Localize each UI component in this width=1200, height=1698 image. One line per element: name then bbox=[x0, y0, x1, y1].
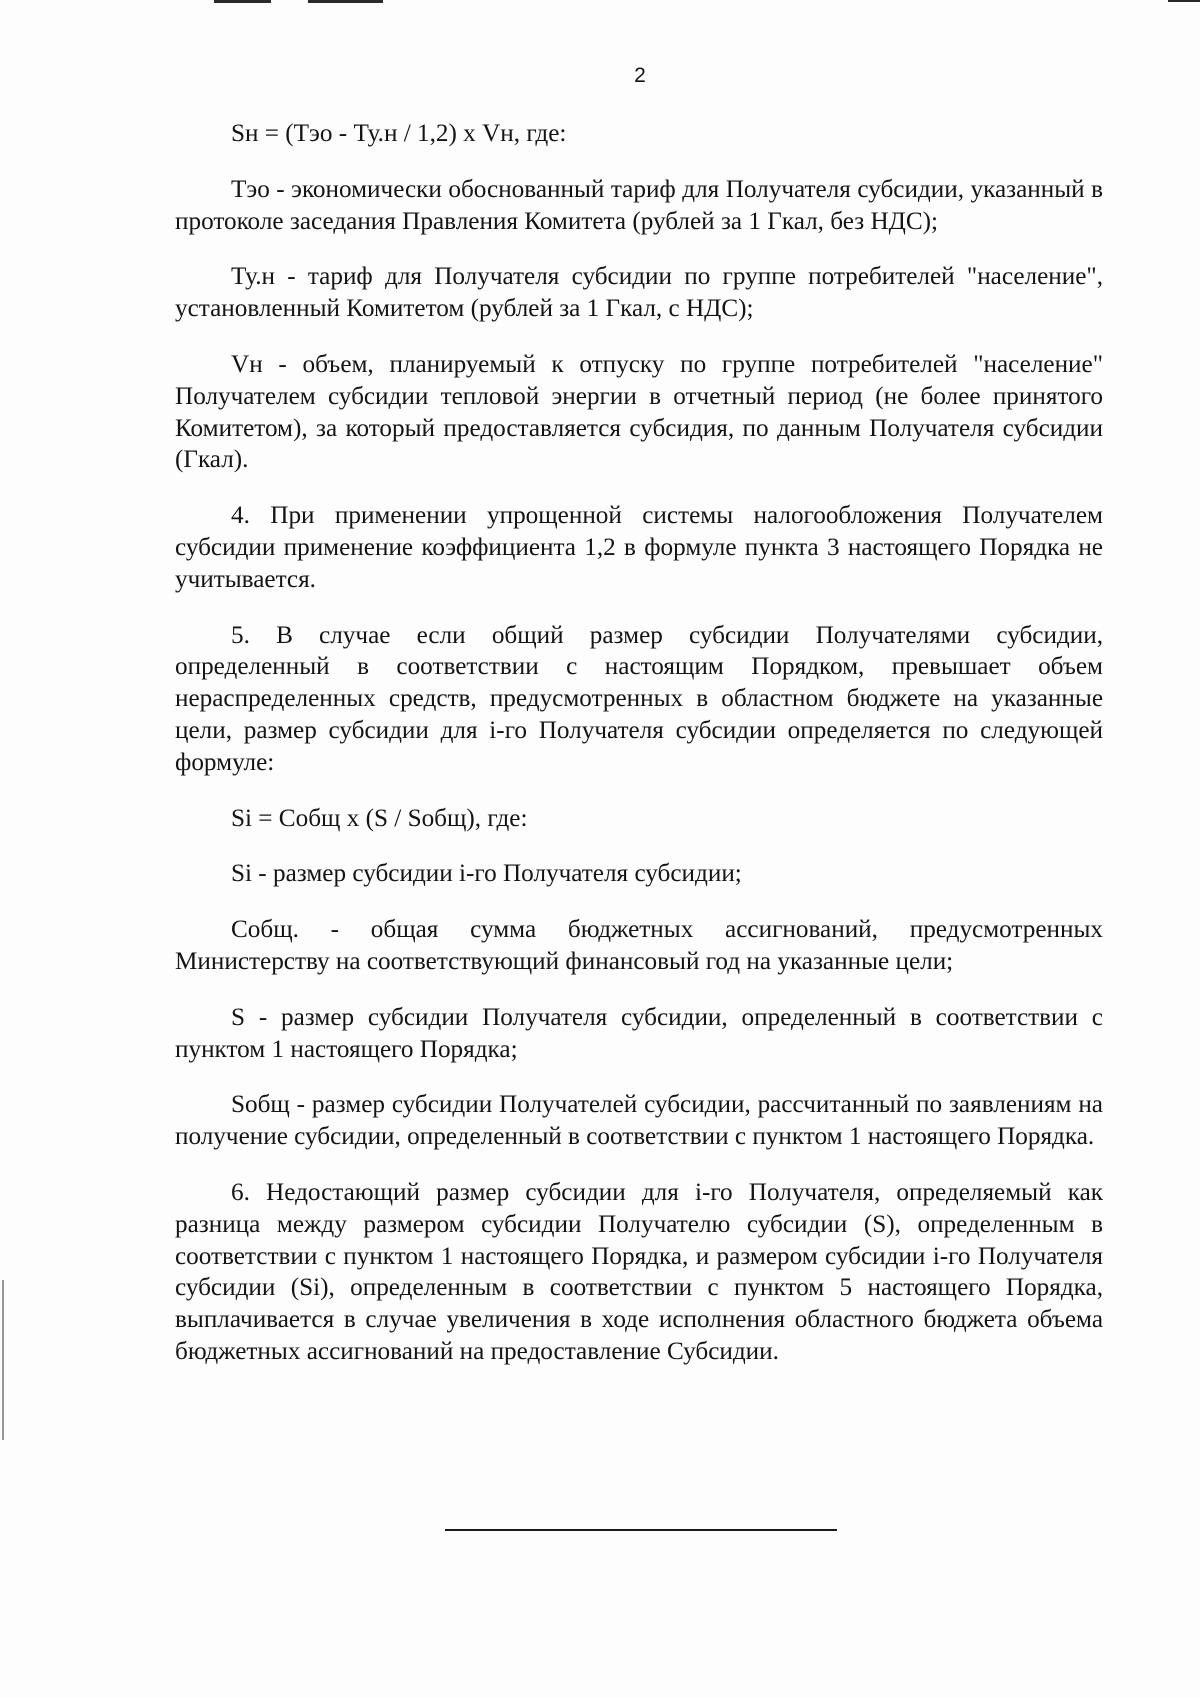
clause-6: 6. Недостающий размер субсидии для i-го Получателя, определяемый как разница между размером субсидии Получателю субсидии (S), определенным в соответствии с пунктом 1 настоящего Порядка, и размером субсидии i-го Получателя субсидии (Si), определенным в соответствии с пунктом 5 настоящего Порядка, выплачивается в случае увеличения в ходе исполнения областного бюджета объема бюджетных ассигнований на предоставление Субсидии. bbox=[175, 1178, 1103, 1365]
binding-edge-mark bbox=[2, 1280, 4, 1440]
definition-tun: Ту.н - тариф для Получателя субсидии по группе потребителей "население", установленный Комитетом (рублей за 1 Гкал, с НДС); bbox=[175, 263, 1103, 323]
definition-cobsh: Cобщ. - общая сумма бюджетных ассигнований, предусмотренных Министерству на соответствующий финансовый год на указанные цели; bbox=[175, 916, 1103, 975]
definition-vn: Vн - объем, планируемый к отпуску по группе потребителей "население" Получателем субсидии тепловой энергии в отчетный период (не более принятого Комитетом), за который предоставляется субсидия, по данным Получателя субсидии (Гкал). bbox=[175, 350, 1103, 474]
scan-mark-top-left bbox=[214, 0, 271, 3]
scan-mark-top-right bbox=[1168, 0, 1200, 2]
definition-sobsh: Sобщ - размер субсидии Получателей субсидии, рассчитанный по заявлениям на получение субсидии, определенный в соответствии с пунктом 1 настоящего Порядка. bbox=[175, 1091, 1103, 1151]
definition-si: Si - размер субсидии i-го Получателя субсидии; bbox=[231, 860, 742, 888]
clause-4: 4. При применении упрощенной системы налогообложения Получателем субсидии применение коэффициента 1,2 в формуле пункта 3 настоящего Порядка не учитывается. bbox=[175, 502, 1103, 593]
formula-si: Si = Cобщ х (S / Sобщ), где: bbox=[231, 804, 528, 832]
definition-teo: Тэо - экономически обоснованный тариф для Получателя субсидии, указанный в протоколе заседания Правления Комитета (рублей за 1 Гкал, без НДС); bbox=[175, 175, 1103, 235]
closing-rule bbox=[445, 1529, 837, 1531]
page-number: 2 bbox=[634, 64, 646, 87]
formula-sn: Sн = (Тэо - Ту.н / 1,2) х Vн, где: bbox=[231, 120, 567, 147]
definition-s: S - размер субсидии Получателя субсидии, определенный в соответствии с пунктом 1 настоящего Порядка; bbox=[175, 1003, 1103, 1063]
clause-5: 5. В случае если общий размер субсидии Получателями субсидии, определенный в соответствии с настоящим Порядком, превышает объем нераспределенных средств, предусмотренных в областном бюджете на указанные цели, размер субсидии для i-го Получателя субсидии определяется по следующей формуле: bbox=[175, 621, 1103, 776]
scan-mark-top-center bbox=[308, 0, 383, 3]
document-body bbox=[175, 118, 1103, 1392]
